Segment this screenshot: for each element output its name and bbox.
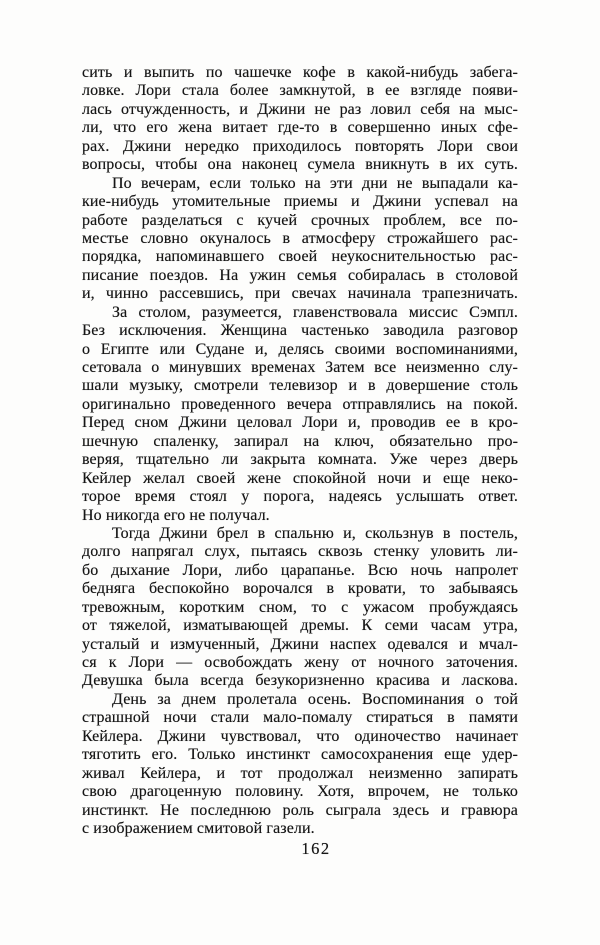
text-line-21: шечную спаленку, запирал на ключ, обязательно про- — [82, 432, 518, 450]
text-line-30: тревожным, коротким сном, то с ужасом пробуждаясь — [82, 598, 518, 616]
text-line-11: порядка, напоминавшего своей неукоснительностью рас- — [82, 248, 518, 266]
text-line-37: Кейлера. Джини чувствовал, что одиночество начинает — [82, 727, 518, 745]
text-line-34: Девушка была всегда безукоризненно красива и ласкова. — [82, 672, 518, 690]
text-line-5: рах. Джини нередко приходилось повторять Лори свои — [82, 137, 518, 155]
text-line-32: усталый и измученный, Джини наспех одевался и мчал- — [82, 635, 518, 653]
text-line-8: кие-нибудь утомительные приемы и Джини успевал на — [82, 193, 518, 211]
text-line-10: местье словно окуналось в атмосферу строжайшего рас- — [82, 229, 518, 247]
text-line-14: За столом, разумеется, главенствовала миссис Сэмпл. — [112, 303, 518, 321]
text-line-23: Кейлер желал своей жене спокойной ночи и еще неко- — [82, 469, 518, 487]
text-line-33: ся к Лори — освобождать жену от ночного заточения. — [82, 654, 518, 671]
text-line-42: с изображением смитовой газели. — [82, 819, 315, 837]
text-line-20: Перед сном Джини целовал Лори и, проводив ее в кро- — [82, 414, 518, 432]
text-line-12: писание поездов. На ужин семья собиралась в столовой — [82, 266, 518, 284]
text-line-6: вопросы, чтобы она наконец сумела вникнуть в их суть. — [82, 156, 518, 174]
text-line-18: шали музыку, смотрели телевизор и в довершение столь — [82, 377, 518, 395]
text-line-31: от тяжелой, изматывающей дремы. К семи часам утра, — [82, 617, 518, 635]
text-line-13: и, чинно рассевшись, при свечах начинала трапезничать. — [82, 285, 518, 303]
text-line-22: веряя, тщательно ли закрыта комната. Уже через дверь — [82, 451, 518, 469]
text-line-7: По вечерам, если только на эти дни не выпадали ка- — [112, 174, 518, 192]
text-line-3: лась отчужденность, и Джини не раз ловил себя на мыс- — [82, 100, 518, 118]
text-line-27: долго напрягал слух, пытаясь сквозь стенку уловить ли- — [82, 543, 518, 561]
text-line-38: тяготить его. Только инстинкт самосохранения еще удер- — [82, 746, 518, 764]
text-line-24: торое время стоял у порога, надеясь услышать ответ. — [82, 488, 518, 506]
text-line-36: страшной ночи стали мало-помалу стираться в памяти — [82, 709, 518, 727]
text-line-9: работе разделаться с кучей срочных проблем, все по- — [82, 211, 518, 229]
text-line-28: бо дыхание Лори, либо царапанье. Всю ночь напролет — [82, 561, 518, 579]
text-line-40: свою драгоценную половину. Хотя, впрочем, не только — [82, 783, 518, 801]
text-line-17: сетовала о минувших временах Затем все неизменно слу- — [82, 359, 518, 376]
text-line-2: ловке. Лори стала более замкнутой, в ее взгляде появи- — [82, 82, 518, 100]
text-line-26: Тогда Джини брел в спальню и, скользнув в постель, — [112, 524, 518, 542]
text-line-41: инстинкт. Не последнюю роль сыграла здесь и гравюра — [82, 801, 518, 819]
text-line-39: живал Кейлера, и тот продолжал неизменно запирать — [82, 764, 518, 782]
text-line-15: Без исключения. Женщина частенько заводила разговор — [82, 322, 518, 340]
text-line-25: Но никогда его не получал. — [82, 506, 270, 524]
text-line-35: День за днем пролетала осень. Воспоминания о той — [112, 690, 518, 708]
page-text — [82, 64, 518, 838]
text-line-19: оригинально проведенного вечера отправлялись на покой. — [82, 395, 518, 413]
text-line-1: сить и выпить по чашечке кофе в какой-нибудь забега- — [82, 64, 518, 81]
text-line-16: о Египте или Судане и, делясь своими воспоминаниями, — [82, 340, 518, 358]
text-line-29: бедняга беспокойно ворочался в кровати, то забываясь — [82, 580, 518, 598]
page-number: 162 — [301, 839, 331, 858]
text-line-4: ли, что его жена витает где-то в совершенно иных сфе- — [82, 119, 518, 137]
